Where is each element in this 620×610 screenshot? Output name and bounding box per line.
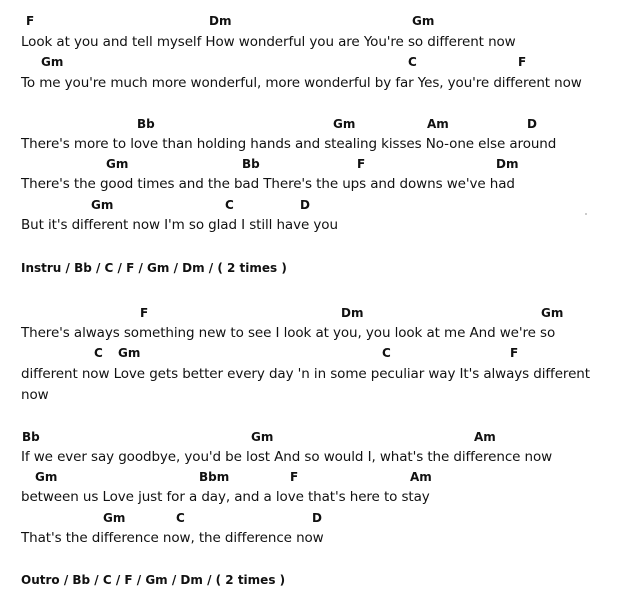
- chord-line: [0, 430, 620, 446]
- chord: F: [518, 55, 527, 69]
- chord: Bb: [22, 430, 40, 444]
- chord: D: [300, 198, 310, 212]
- chord: Am: [474, 430, 496, 444]
- chord: C: [94, 346, 103, 360]
- instru-line: Instru / Bb / C / F / Gm / Dm / ( 2 times ): [21, 261, 287, 275]
- chord-line: [0, 14, 620, 30]
- chord: D: [312, 511, 322, 525]
- chord: Gm: [333, 117, 356, 131]
- chord: Gm: [35, 470, 58, 484]
- lyric-line: different now Love gets better every day 'n in some peculiar way It's always different: [21, 366, 590, 382]
- chord: Gm: [412, 14, 435, 28]
- chord: F: [140, 306, 149, 320]
- lyric-line: between us Love just for a day, and a love that's here to stay: [21, 489, 430, 505]
- chord: Bb: [242, 157, 260, 171]
- chord: Gm: [91, 198, 114, 212]
- chord: Bbm: [199, 470, 230, 484]
- chord: Dm: [209, 14, 232, 28]
- chord-line: [0, 346, 620, 362]
- chord: Gm: [541, 306, 564, 320]
- chord: F: [290, 470, 299, 484]
- chord: C: [382, 346, 391, 360]
- chord: Dm: [496, 157, 519, 171]
- chord: Gm: [41, 55, 64, 69]
- chord-line: [0, 511, 620, 527]
- lyric-line: Look at you and tell myself How wonderful you are You're so different now: [21, 34, 516, 50]
- lyric-line: But it's different now I'm so glad I still have you: [21, 217, 338, 233]
- chord: D: [527, 117, 537, 131]
- lyric-line: There's always something new to see I look at you, you look at me And we're so: [21, 325, 556, 341]
- chord: C: [225, 198, 234, 212]
- stray-dot: [585, 213, 587, 215]
- lyric-line: now: [21, 387, 49, 403]
- chord-line: [0, 306, 620, 322]
- lyric-line: To me you're much more wonderful, more wonderful by far Yes, you're different now: [21, 75, 582, 91]
- chord: F: [26, 14, 35, 28]
- lyric-line: There's more to love than holding hands and stealing kisses No-one else around: [21, 136, 557, 152]
- chord: Gm: [251, 430, 274, 444]
- lyric-line: That's the difference now, the difference now: [21, 530, 324, 546]
- outro-line: Outro / Bb / C / F / Gm / Dm / ( 2 times ): [21, 573, 286, 587]
- lyric-line: If we ever say goodbye, you'd be lost And so would I, what's the difference now: [21, 449, 553, 465]
- chord-line: [0, 157, 620, 173]
- chord: Am: [427, 117, 449, 131]
- chord: Dm: [341, 306, 364, 320]
- lyric-line: There's the good times and the bad There's the ups and downs we've had: [21, 176, 515, 192]
- chord: Gm: [118, 346, 141, 360]
- chord: F: [357, 157, 366, 171]
- chord: F: [510, 346, 519, 360]
- chord: C: [408, 55, 417, 69]
- chord-line: [0, 117, 620, 133]
- chord-line: [0, 198, 620, 214]
- chord: Bb: [137, 117, 155, 131]
- chord: C: [176, 511, 185, 525]
- chord: Gm: [103, 511, 126, 525]
- chord-line: [0, 470, 620, 486]
- chord-line: [0, 55, 620, 71]
- chord: Am: [410, 470, 432, 484]
- chord: Gm: [106, 157, 129, 171]
